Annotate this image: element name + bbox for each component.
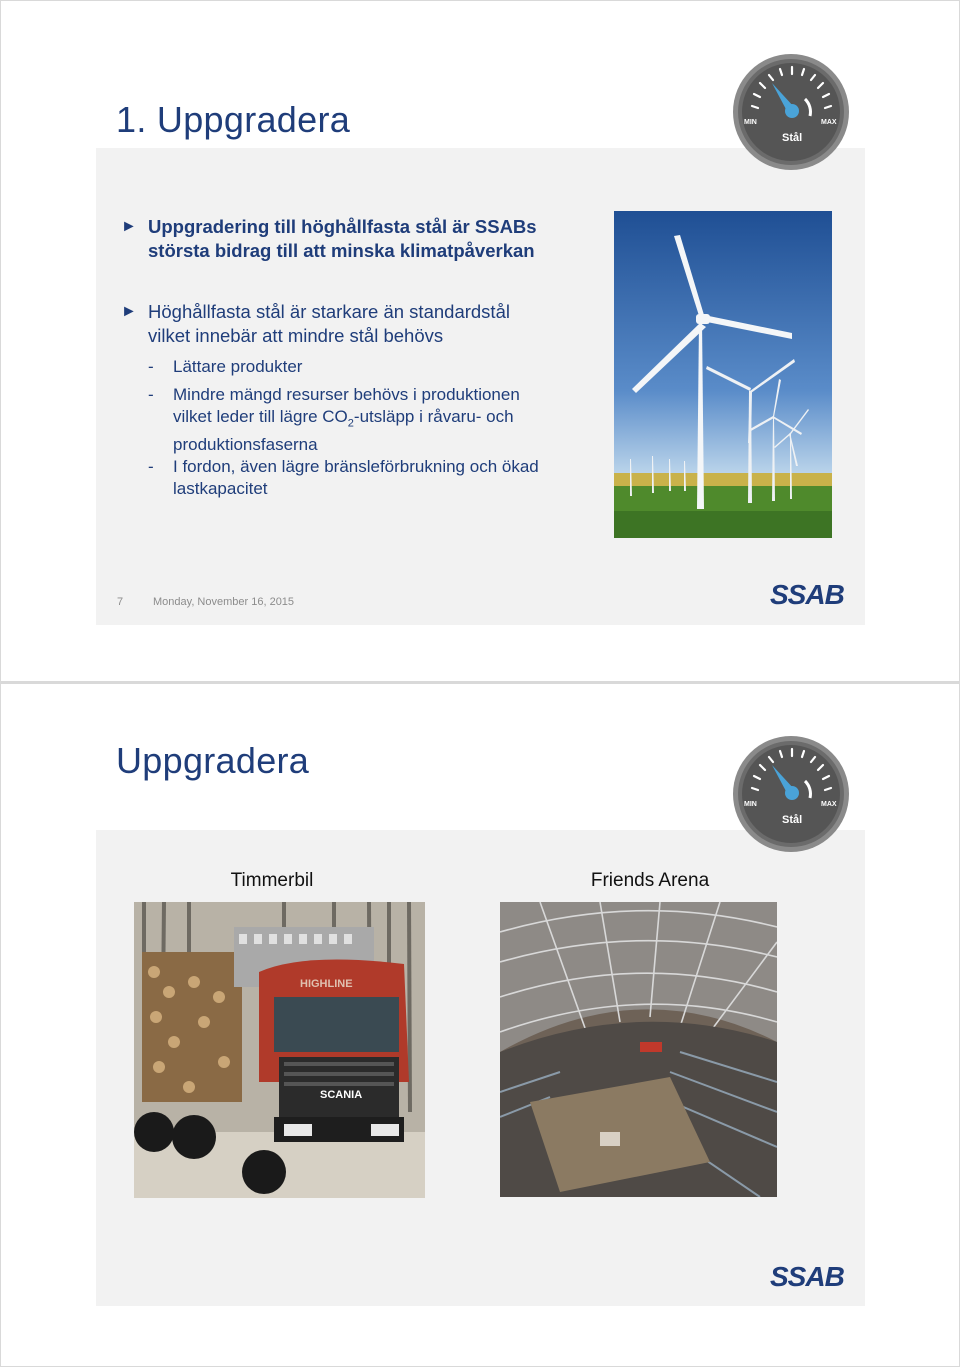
slide-2: [1, 684, 959, 1366]
sub-item-1: - Lättare produkter: [148, 357, 303, 376]
gauge-max-label: MAX: [821, 119, 837, 126]
footer-date: Monday, November 16, 2015: [153, 596, 295, 608]
gauge-min-label: MIN: [744, 119, 757, 126]
bullet-1: ► Uppgradering till höghållfasta stål är SSABs största bidrag till att minska klimatpåverkan: [121, 216, 537, 261]
page-number: 7: [117, 596, 124, 608]
sub-item-3: - I fordon, även lägre bränsleförbrukning och ökad lastkapacitet: [148, 457, 539, 498]
svg-text:SSAB: SSAB: [770, 579, 844, 609]
dash-bullet-icon: -: [148, 457, 154, 476]
gauge-label: Stål: [782, 814, 803, 826]
svg-text:SSAB: SSAB: [770, 1261, 844, 1291]
caption-timmerbil: Timmerbil: [230, 870, 314, 891]
gauge-min-label: MIN: [744, 801, 757, 808]
triangle-bullet-icon: ►: [121, 303, 137, 320]
timber-truck-photo: [134, 902, 425, 1198]
slide-1: [1, 1, 959, 681]
gauge-max-label: MAX: [821, 801, 837, 808]
bullet-2: ► Höghållfasta stål är starkare än standardstål vilket innebär att mindre stål behövs: [121, 301, 510, 346]
steel-gauge-icon: [732, 53, 850, 171]
caption-friends-arena: Friends Arena: [590, 870, 710, 891]
slide-title: 1. Uppgradera: [116, 99, 351, 140]
friends-arena-photo: [500, 902, 777, 1197]
sub-item-2: - Mindre mängd resurser behövs i produktionen vilket leder till lägre $CO_2$-utsläpp i råvaru- och produktionsfaserna: [148, 385, 520, 455]
slide-title: Uppgradera: [116, 740, 310, 781]
dash-bullet-icon: -: [148, 357, 154, 376]
steel-gauge-icon: [732, 735, 850, 853]
truck-model-text: HIGHLINE: [300, 978, 353, 990]
ssab-logo: [769, 1261, 849, 1291]
wind-turbines-photo: [614, 211, 832, 538]
dash-bullet-icon: -: [148, 385, 154, 404]
triangle-bullet-icon: ►: [121, 218, 137, 235]
truck-brand-text: SCANIA: [320, 1089, 363, 1101]
gauge-label: Stål: [782, 132, 803, 144]
ssab-logo: [769, 579, 849, 609]
